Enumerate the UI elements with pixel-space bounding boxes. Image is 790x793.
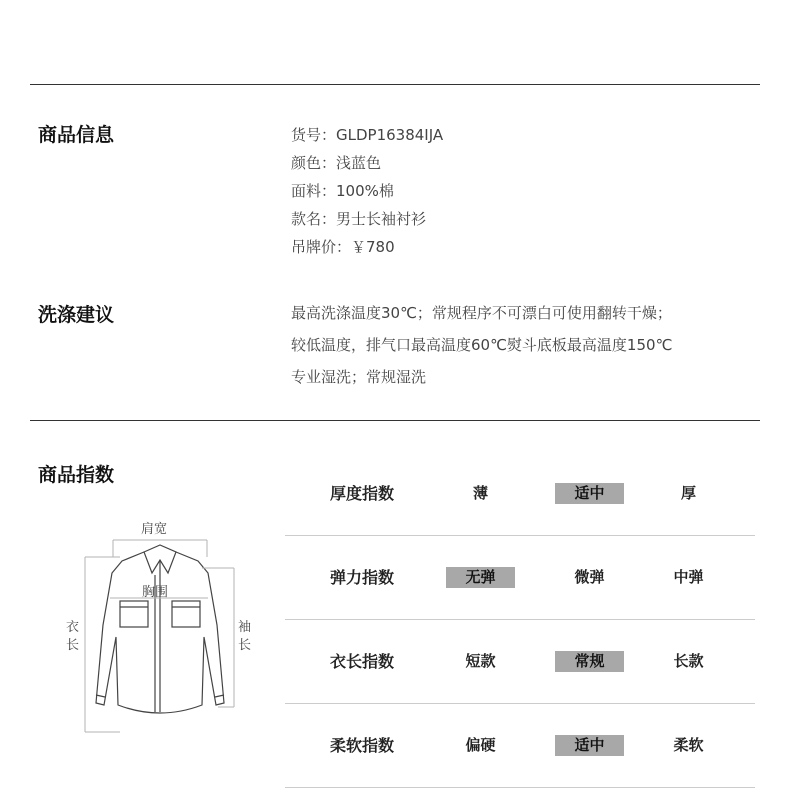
washing-line: 专业湿洗；常规湿洗	[291, 368, 427, 386]
style-name-line: 款名：男士长袖衬衫	[291, 210, 427, 228]
color-line: 颜色：浅蓝色	[291, 154, 382, 172]
washing-title: 洗涤建议	[38, 304, 115, 326]
top-divider	[30, 84, 760, 85]
washing-line: 较低温度，排气口最高温度60℃熨斗底板最高温度150℃	[291, 336, 673, 354]
product-index-title: 商品指数	[38, 464, 115, 486]
sleeve-label: 袖长	[238, 620, 252, 653]
sku-line: 货号：GLDP16384IJA	[291, 126, 444, 144]
shirt-measurement-diagram	[60, 515, 260, 745]
chest-label: 胸围	[142, 585, 169, 600]
index-option: 厚	[680, 484, 696, 502]
length-label: 衣长	[66, 620, 80, 653]
index-option: 柔软	[673, 736, 704, 754]
tag-price-line: 吊牌价：￥780	[291, 238, 395, 256]
washing-line: 最高洗涤温度30℃；常规程序不可漂白可使用翻转干燥；	[291, 304, 672, 322]
index-option: 短款	[465, 652, 496, 670]
middle-divider	[30, 420, 760, 421]
index-option-selected: 适中	[555, 735, 624, 756]
index-label: 弹力指数	[330, 568, 395, 587]
index-row-elasticity	[285, 536, 755, 620]
index-row-softness	[285, 704, 755, 788]
index-row-thickness	[285, 452, 755, 536]
index-option: 薄	[472, 484, 488, 502]
product-info-list	[291, 121, 443, 261]
washing-instructions	[291, 297, 761, 393]
fabric-line: 面料：100%棉	[291, 182, 394, 200]
index-option: 长款	[673, 652, 704, 670]
product-index-table	[285, 452, 755, 788]
index-option: 偏硬	[465, 736, 496, 754]
index-option: 中弹	[673, 568, 704, 586]
index-option-selected: 常规	[555, 651, 624, 672]
index-option-selected: 无弹	[446, 567, 515, 588]
index-option: 微弹	[574, 568, 605, 586]
index-label: 厚度指数	[330, 484, 395, 503]
index-option-selected: 适中	[555, 483, 624, 504]
shoulder-label: 肩宽	[141, 522, 168, 537]
shirt-outline-icon	[60, 515, 260, 745]
index-label: 衣长指数	[330, 652, 395, 671]
index-row-length	[285, 620, 755, 704]
product-info-title: 商品信息	[38, 124, 115, 146]
index-label: 柔软指数	[330, 736, 395, 755]
